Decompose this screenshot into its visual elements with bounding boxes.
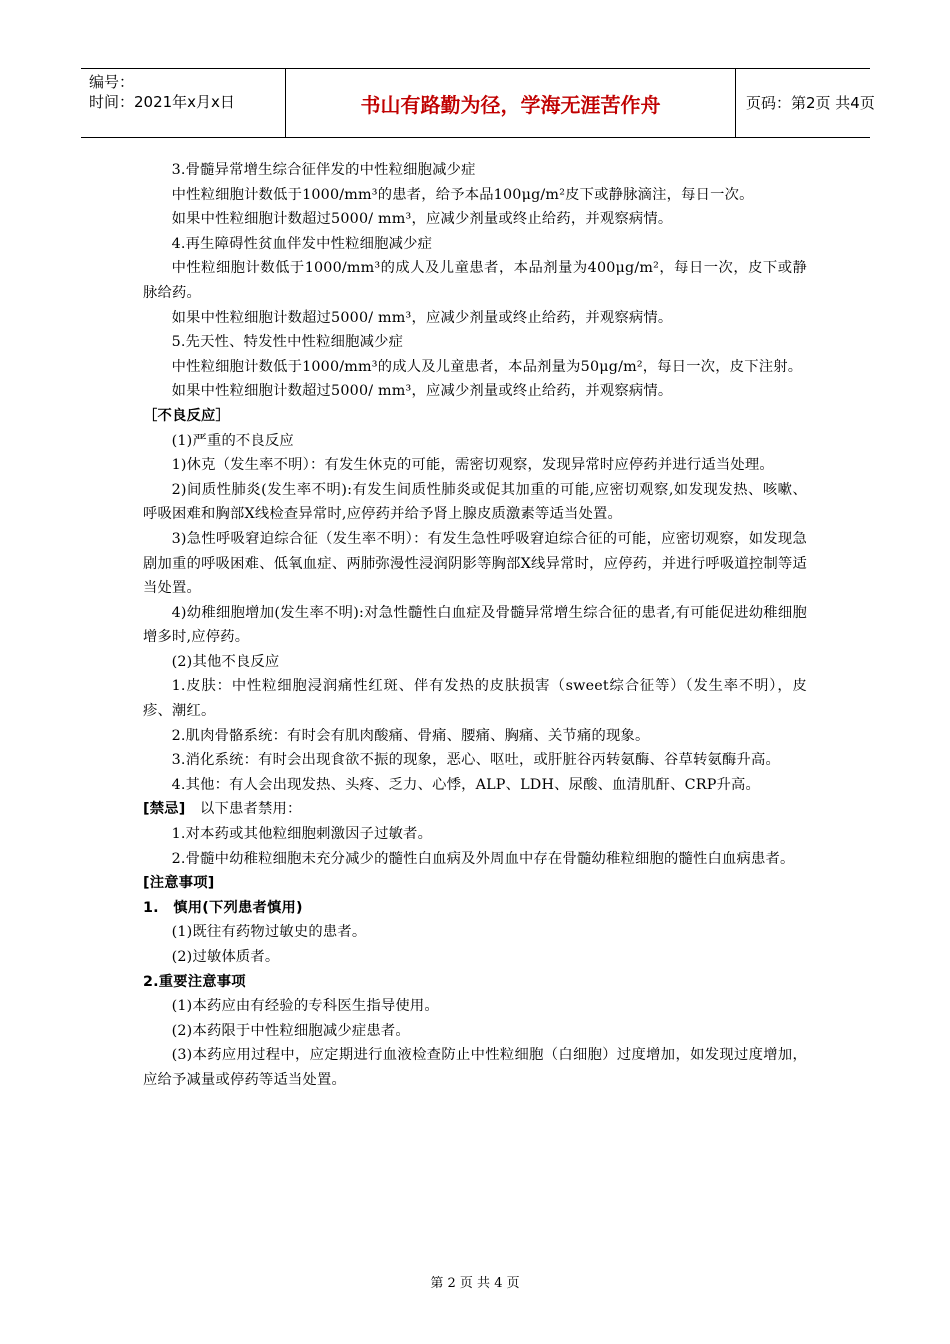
subheading: (2)其他不良反应: [171, 653, 280, 670]
paragraph: 如果中性粒细胞计数超过5000/ mm³，应减少剂量或终止给药，并观察病情。: [171, 309, 673, 326]
paragraph: 如果中性粒细胞计数超过5000/ mm³，应减少剂量或终止给药，并观察病情。: [171, 211, 673, 228]
section-heading-contraindications: [禁忌]: [143, 801, 186, 818]
paragraph: (1)既往有药物过敏史的患者。: [171, 924, 367, 941]
paragraph: 中性粒细胞计数低于1000/mm³的患者，给予本品100μg/m²皮下或静脉滴注，每日一次。: [171, 186, 754, 203]
page-footer: 第 2 页 共 4 页: [430, 1276, 520, 1291]
paragraph: (3)本药应用过程中，应定期进行血液检查防止中性粒细胞（白细胞）过度增加，如发现过度增加，应给予减量或停药等适当处置。: [143, 1047, 807, 1088]
paragraph: 1)休克（发生率不明）：有发生休克的可能，需密切观察，发现异常时应停药并进行适当处理。: [171, 457, 774, 474]
header-motto-cell: [286, 69, 736, 137]
paragraph: (2)过敏体质者。: [171, 949, 280, 965]
page-header: [81, 68, 875, 138]
subheading-caution: 1. 慎用(下列患者慎用): [143, 899, 303, 916]
paragraph: 中性粒细胞计数低于1000/mm³的成人及儿童患者，本品剂量为400μg/m²，每日一次，皮下或静脉给药。: [143, 260, 807, 301]
paragraph: 4.其他：有人会出现发热、头疼、乏力、心悸，ALP、LDH、尿酸、血清肌酐、CRP升高。: [171, 776, 761, 793]
document-body: [143, 158, 807, 1093]
paragraph: (2)本药限于中性粒细胞减少症患者。: [171, 1022, 410, 1039]
subheading: 5.先天性、特发性中性粒细胞减少症: [171, 334, 404, 351]
paragraph: 3)急性呼吸窘迫综合征（发生率不明）：有发生急性呼吸窘迫综合征的可能，应密切观察，如发现急剧加重的呼吸困难、低氧血症、两肺弥漫性浸润阴影等胸部X线异常时，应停药，并进行呼吸道控制等适当处置。: [143, 530, 807, 597]
subheading-important-precautions: 2.重要注意事项: [143, 973, 246, 990]
paragraph: 3.消化系统：有时会出现食欲不振的现象，恶心、呕吐，或肝脏谷丙转氨酶、谷草转氨酶升高。: [171, 752, 781, 769]
header-page-cell: [736, 69, 875, 137]
paragraph: 1.皮肤：中性粒细胞浸润痛性红斑、伴有发热的皮肤损害（sweet综合征等）（发生率不明），皮疹、潮红。: [143, 678, 807, 720]
header-meta-cell: [81, 69, 286, 137]
paragraph: 中性粒细胞计数低于1000/mm³的成人及儿童患者，本品剂量为50μg/m²，每日一次，皮下注射。: [171, 358, 803, 375]
paragraph: (1)本药应由有经验的专科医生指导使用。: [171, 998, 439, 1015]
subheading: 3.骨髓异常增生综合征伴发的中性粒细胞减少症: [171, 162, 476, 178]
contraindications-intro: 以下患者禁用：: [199, 801, 302, 818]
paragraph: 2.骨髓中幼稚粒细胞未充分减少的髓性白血病及外周血中存在骨髓幼稚粒细胞的髓性白血病患者。: [171, 850, 795, 867]
paragraph: 4)幼稚细胞增加(发生率不明):对急性髓性白血症及骨髓异常增生综合征的患者,有可能促进幼稚细胞增多时,应停药。: [143, 604, 807, 646]
paragraph: 1.对本药或其他粒细胞刺激因子过敏者。: [171, 826, 433, 843]
contraindications-line: [143, 797, 807, 822]
date-label: 时间：2021年x月x日: [89, 93, 235, 111]
section-heading-adverse-reactions: ［不良反应］: [143, 407, 230, 424]
paragraph: 2)间质性肺炎(发生率不明):有发生间质性肺炎或促其加重的可能,应密切观察,如发现发热、咳嗽、呼吸困难和胸部X线检查异常时,应停药并给予肾上腺皮质激素等适当处置。: [143, 481, 807, 523]
code-label: 编号：: [89, 73, 135, 91]
paragraph: 如果中性粒细胞计数超过5000/ mm³，应减少剂量或终止给药，并观察病情。: [171, 383, 673, 400]
subheading: (1)严重的不良反应: [171, 432, 294, 449]
section-heading-precautions: [注意事项]: [143, 875, 215, 892]
header-motto: 书山有路勤为径，学海无涯苦作舟: [360, 93, 661, 117]
subheading: 4.再生障碍性贫血伴发中性粒细胞减少症: [171, 235, 433, 252]
paragraph: 2.肌肉骨骼系统：有时会有肌肉酸痛、骨痛、腰痛、胸痛、关节痛的现象。: [171, 727, 650, 744]
header-page-info: 页码：第2页 共4页: [746, 94, 875, 112]
